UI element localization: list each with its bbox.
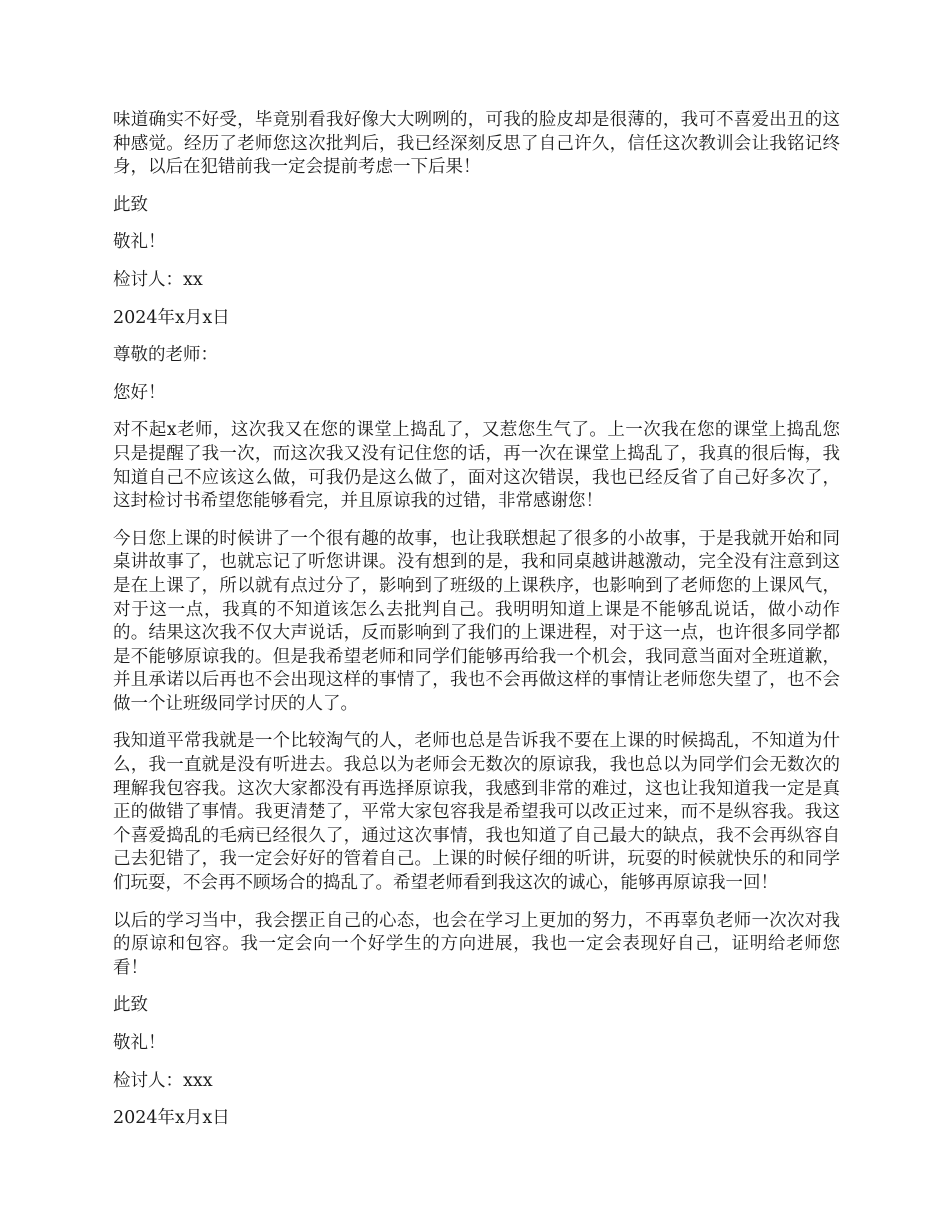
signer-name-2: 检讨人：xxx bbox=[113, 1070, 213, 1091]
paragraph-reflection: 我知道平常我就是一个比较淘气的人，老师也总是告诉我不要在上课的时候捣乱，不知道为什么，我一直就是没有听进去。我总以为老师会无数次的原谅我，我也总以为同学们会无数次的理解我包容我。这次大家都没有再选择原谅我，我感到非常的难过，这也让我知道我一定是真正的做错了事情。我更清楚了，平常大家包容我是希望我可以改正过来，而不是纵容我。我这个喜爱捣乱的毛病已经很久了，通过这次事情，我也知道了自己最大的缺点，我不会再纵容自己去犯错了，我一定会好好的管着自己。上课的时候仔细的听讲，玩耍的时候就快乐的和同学们玩耍，不会再不顾场合的捣乱了。希望老师看到我这次的诚心，能够再原谅我一回！ bbox=[113, 731, 840, 894]
paragraph-commitment: 以后的学习当中，我会摆正自己的心态，也会在学习上更加的努力，不再辜负老师一次次对我的原谅和包容。我一定会向一个好学生的方向进展，我也一定会表现好自己，证明给老师您看！ bbox=[113, 910, 840, 978]
signature-date: 2024年x月x日 bbox=[113, 307, 230, 328]
paragraph-intro-continuation: 味道确实不好受，毕竟别看我好像大大咧咧的，可我的脸皮却是很薄的，我可不喜爱出丑的这种感觉。经历了老师您这次批判后，我已经深刻反思了自己许久，信任这次教训会让我铭记终身，以后在犯错前我一定会提前考虑一下后果！ bbox=[113, 110, 840, 178]
greeting: 尊敬的老师： bbox=[113, 345, 218, 366]
paragraph-apology: 对不起x老师，这次我又在您的课堂上捣乱了，又惹您生气了。上一次我在您的课堂上捣乱您只是提醒了我一次，而这次我又没有记住您的话，再一次在课堂上捣乱了，我真的很后悔，我知道自己不应该这么做，可我仍是这么做了，面对这次错误，我也已经反省了自己好多次了，这封检讨书希望您能够看完，并且原谅我的过错，非常感谢您！ bbox=[113, 420, 840, 512]
hello-line: 您好！ bbox=[113, 382, 166, 403]
signature-date-2: 2024年x月x日 bbox=[113, 1108, 230, 1129]
closing-phrase-2: 此致 bbox=[113, 995, 148, 1016]
document-page bbox=[113, 109, 840, 1145]
paragraph-story: 今日您上课的时候讲了一个很有趣的故事，也让我联想起了很多的小故事，于是我就开始和同桌讲故事了，也就忘记了听您讲课。没有想到的是，我和同桌越讲越激动，完全没有注意到这是在上课了，所以就有点过分了，影响到了班级的上课秩序，也影响到了老师您的上课风气，对于这一点，我真的不知道该怎么去批判自己。我明明知道上课是不能够乱说话，做小动作的。结果这次我不仅大声说话，反而影响到了我们的上课进程，对于这一点，也许很多同学都是不能够原谅我的。但是我希望老师和同学们能够再给我一个机会，我同意当面对全班道歉，并且承诺以后再也不会出现这样的事情了，我也不会再做这样的事情让老师您失望了，也不会做一个让班级同学讨厌的人了。 bbox=[113, 528, 840, 714]
signer-name: 检讨人：xx bbox=[113, 269, 203, 290]
closing-phrase: 此致 bbox=[113, 194, 148, 215]
salutation: 敬礼！ bbox=[113, 232, 166, 253]
salutation-2: 敬礼！ bbox=[113, 1033, 166, 1053]
